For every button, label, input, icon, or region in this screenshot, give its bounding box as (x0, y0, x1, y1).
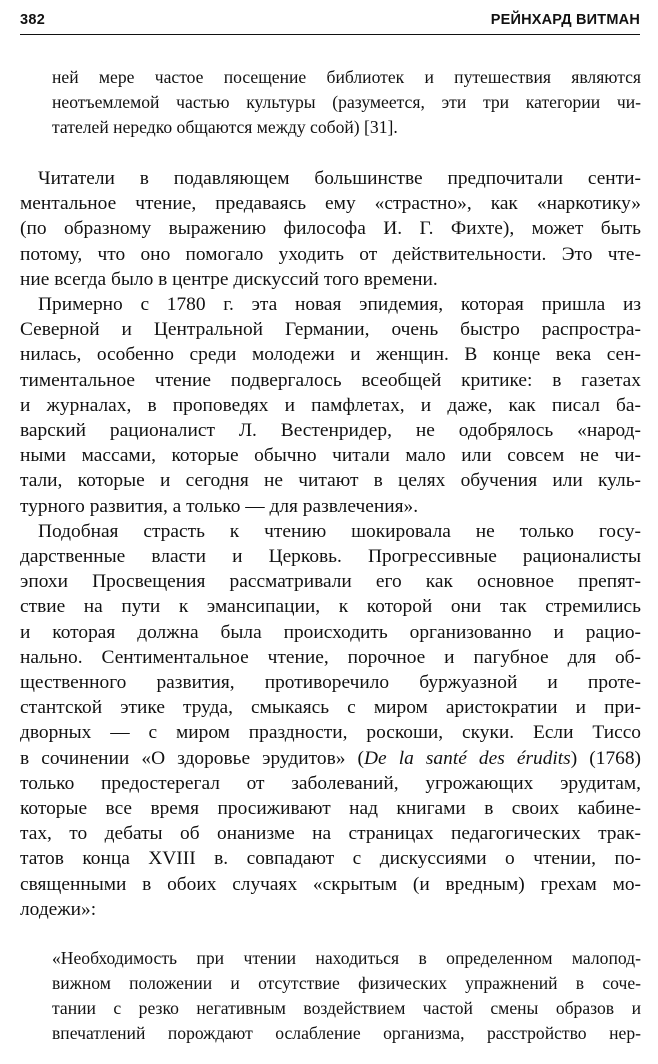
text-line: нально. Сентиментальное чтение, порочное и пагубное для об- (20, 646, 641, 668)
italic-book-title: De la santé des érudits (363, 747, 571, 769)
text-line: только предостерегал от заболеваний, угрожающих эрудитам, (20, 772, 641, 794)
text-line: дарственные власти и Церковь. Прогрессивные рационалисты (20, 546, 641, 568)
text-line: впечатлений порождают ослабление организма, расстройство нер- (52, 1023, 641, 1044)
text-line: ней мере частое посещение библиотек и путешествия являются (52, 67, 641, 87)
text-line: вижном положении и отсутствие физических упражнений в соче- (52, 973, 641, 994)
block-quote (52, 946, 641, 1046)
page-body (20, 65, 641, 1046)
text-line: ствие на пути к эмансипации, к которой они так стремились (20, 596, 641, 618)
text-line: и которая должна была происходить организованно и рацио- (20, 621, 641, 643)
text-line: эпохи Просвещения рассматривали его как основное препят- (20, 571, 641, 593)
text-line: ными массами, которые обычно читали мало или совсем не чи- (20, 445, 641, 467)
page-number: 382 (20, 12, 46, 28)
main-text (20, 166, 641, 922)
text-line: которые все время просиживают над книгами в своих кабине- (20, 798, 641, 820)
text-line: Подобная страсть к чтению шокировала не только госу- (38, 520, 641, 542)
block-quote-continued (52, 65, 641, 140)
paragraph (20, 166, 641, 292)
text-line: татов конца XVIII в. совпадают с дискуссиями о чтении, по- (20, 848, 641, 870)
text-line: лодежи»: (20, 898, 97, 920)
text-line: ние всегда было в центре дискуссий того времени. (20, 268, 438, 290)
text-line: тали, которые и сегодня не читают в целях обучения или куль- (20, 470, 641, 492)
text-line: (по образному выражению философа И. Г. Фихте), может быть (20, 218, 641, 240)
text-line: тах, то дебаты об онанизме на страницах педагогических трак- (20, 823, 641, 845)
paragraph (20, 519, 641, 922)
text-line: Читатели в подавляющем большинстве предпочитали сенти- (38, 168, 641, 189)
text-line: стантской этике труда, смыкаясь с миром аристократии и при- (20, 697, 641, 719)
running-head: РЕЙНХАРД ВИТМАН (490, 12, 640, 28)
paragraph (20, 292, 641, 519)
text-line-with-italic-title (20, 746, 641, 771)
text-line: и журналах, в проповедях и памфлетах, и даже, как писал ба- (20, 394, 641, 416)
text-line: нилась, особенно среди молодежи и женщин. В конце века сен- (20, 344, 641, 366)
text-line: турного развития, а только — для развлечения». (20, 495, 419, 517)
text-line: неотъемлемой частью культуры (разумеется, эти три категории чи- (52, 92, 641, 112)
text-run: ) (1768) (570, 747, 641, 769)
text-run: в сочинении «О здоровье эрудитов» ( (20, 747, 364, 769)
page-header (20, 8, 640, 35)
text-line: священными в обоих случаях «скрытым (и вредным) грехам мо- (20, 873, 641, 895)
text-line: тании с резко негативным воздействием частой смены образов и (52, 998, 641, 1019)
text-line: тателей нередко общаются между собой) [31]. (52, 117, 398, 137)
text-line: варский рационалист Л. Вестенридер, не одобрялось «народ- (20, 420, 641, 442)
text-line: тиментальное чтение подвергалось всеобщей критике: в газетах (20, 369, 641, 391)
text-line: Северной и Центральной Германии, очень быстро распростра- (20, 319, 641, 341)
text-line: «Необходимость при чтении находиться в определенном малопод- (52, 948, 641, 969)
text-line: дворных — с миром праздности, роскоши, скуки. Если Тиссо (20, 722, 641, 744)
text-line: Примерно с 1780 г. эта новая эпидемия, которая пришла из (38, 294, 641, 316)
text-line: щественного развития, противоречило буржуазной и проте- (20, 672, 641, 694)
text-line: ментальное чтение, предаваясь ему «страстно», как «наркотику» (20, 193, 641, 215)
text-line: потому, что оно помогало уходить от действительности. Это чте- (20, 243, 641, 265)
